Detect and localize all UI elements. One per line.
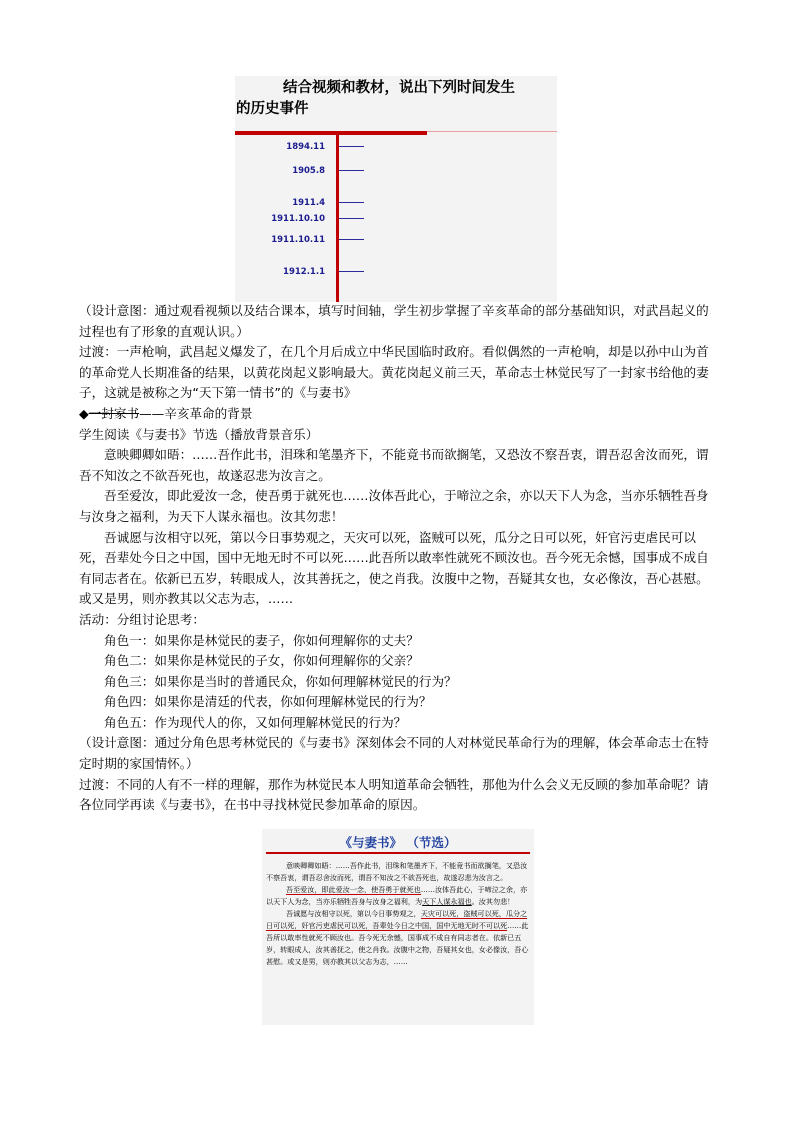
timeline-image [235,76,557,302]
timeline-tick [339,239,364,240]
excerpt-text: 吾诚愿与汝相守以死，第以今日事势观之， [286,909,421,918]
timeline-tick [339,218,364,219]
timeline-tick [339,271,364,272]
letter-paragraph: 吾至爱汝，即此爱汝一念，使吾勇于就死也……汝体吾此心，于啼泣之余，亦以天下人为念，当亦乐牺牲吾身与汝身之福利，为天下人谋永福也。汝其勿悲！ [79,488,709,524]
timeline-tick [339,146,364,147]
timeline-date: 1894.11 [286,142,325,152]
excerpt-paragraph [266,884,530,908]
timeline-date: 1911.10.10 [271,214,325,224]
role-item: 角色二：如果你是林觉民的子女，你如何理解你的父亲？ [104,653,419,669]
timeline-tick [339,170,364,171]
timeline-horizontal-bar [235,131,427,135]
timeline-date: 1912.1.1 [283,267,325,277]
excerpt-underline: 吾至爱汝，即此爱汝一念，使吾勇于就死也 [286,885,421,894]
role-item: 角色四：如果你是清廷的代表，你如何理解林觉民的行为？ [104,694,432,710]
timeline-title-line1: 结合视频和教材，说出下列时间发生 [283,80,515,96]
excerpt-underline: 天灾可以死，盗贼可以死，瓜分之日可以死，奸官污吏虐民可以死，吾辈处今日之中国，国中无地无时不可以死 [266,909,528,930]
excerpt-image [262,829,534,1025]
reading-instruction: 学生阅读《与妻书》节选（播放背景音乐） [79,426,319,442]
excerpt-divider [266,852,530,854]
section-heading [79,404,719,425]
timeline-date: 1911.10.11 [271,235,325,245]
timeline-tick [339,202,364,203]
excerpt-title-main: 《与妻书》 [339,835,403,850]
excerpt-text: ……汝体吾此心，于啼泣之余，亦以天下人为念，当亦乐牺牲吾身与汝身之福利，为 [266,885,528,906]
section-heading-struck: 一封家书 [88,405,140,421]
section-heading-rest: ——辛亥革命的背景 [139,405,253,421]
timeline-date: 1911.4 [292,198,325,208]
role-item: 角色五：作为现代人的你，又如何理解林觉民的行为？ [104,714,407,730]
timeline-title-line2: 的历史事件 [236,101,309,117]
bullet-icon: ◆ [79,405,89,421]
activity-heading: 活动：分组讨论思考： [79,611,205,627]
excerpt-text: 。汝其勿悲！ [471,897,515,906]
letter-paragraph: 意映卿卿如晤：……吾作此书，泪珠和笔墨齐下，不能竟书而欲搁笔，又恐汝不察吾衷，谓吾忍舍汝而死，谓吾不知汝之不欲吾死也，故遂忍悲为汝言之。 [79,447,709,483]
excerpt-paragraph: 意映卿卿如晤：……吾作此书，泪珠和笔墨齐下，不能竟书而欲搁笔，又恐汝不察吾衷，谓吾忍舍汝而死，谓吾不知汝之不欲吾死也，故遂忍悲为汝言之。 [266,861,528,882]
excerpt-underline: 天下人谋永福也 [422,897,472,906]
excerpt-paragraph [266,908,530,968]
excerpt-text: ……此吾所以敢率性就死不顾汝也。吾今死无余憾，国事成不成自有同志者在。依新已五岁，转眼成人，汝其善抚之，使之肖我。汝腹中之物，吾疑其女也，女必像汝，吾心甚慰。或又是男，则亦教其以父志为志，…… [266,921,529,966]
excerpt-title-sub: （节选） [406,835,457,850]
transition-2: 过渡：不同的人有不一样的理解，那作为林觉民本人明知道革命会牺牲，那他为什么会义无反顾的参加革命呢？请各位同学再读《与妻书》，在书中寻找林觉民参加革命的原因。 [79,776,709,813]
design-intent-1: （设计意图：通过观看视频以及结合课本，填写时间轴，学生初步掌握了辛亥革命的部分基础知识，对武昌起义的过程也有了形象的直观认识。） [79,303,709,339]
excerpt-title [262,833,534,851]
transition-1: 过渡：一声枪响，武昌起义爆发了，在几个月后成立中华民国临时政府。看似偶然的一声枪响，却是以孙中山为首的革命党人长期准备的结果，以黄花岗起义影响最大。黄花岗起义前三天，革命志士林觉民写了一封家书给他的妻子，这就是被称之为“天下第一情书”的《与妻书》 [79,344,709,401]
timeline-date: 1905.8 [292,166,325,176]
letter-paragraph: 吾诚愿与汝相守以死，第以今日事势观之，天灾可以死，盗贼可以死，瓜分之日可以死，奸官污吏虐民可以死，吾辈处今日之中国，国中无地无时不可以死……此吾所以敢率性就死不顾汝也。吾今死无余憾，国事成不成自有同志者在。依新已五岁，转眼成人，汝其善抚之，使之肖我。汝腹中之物，吾疑其女也，女必像汝，吾心甚慰。或又是男，则亦教其以父志为志，…… [79,529,709,607]
role-item: 角色三：如果你是当时的普通民众，你如何理解林觉民的行为？ [104,673,457,689]
timeline-title [235,78,557,120]
excerpt-body [266,860,530,968]
lesson-text [79,301,719,816]
role-item: 角色一：如果你是林觉民的妻子，你如何理解你的丈夫？ [104,632,419,648]
design-intent-2: （设计意图：通过分角色思考林觉民的《与妻书》深刻体会不同的人对林觉民革命行为的理解，体会革命志士在特定时期的家国情怀。） [79,735,709,772]
